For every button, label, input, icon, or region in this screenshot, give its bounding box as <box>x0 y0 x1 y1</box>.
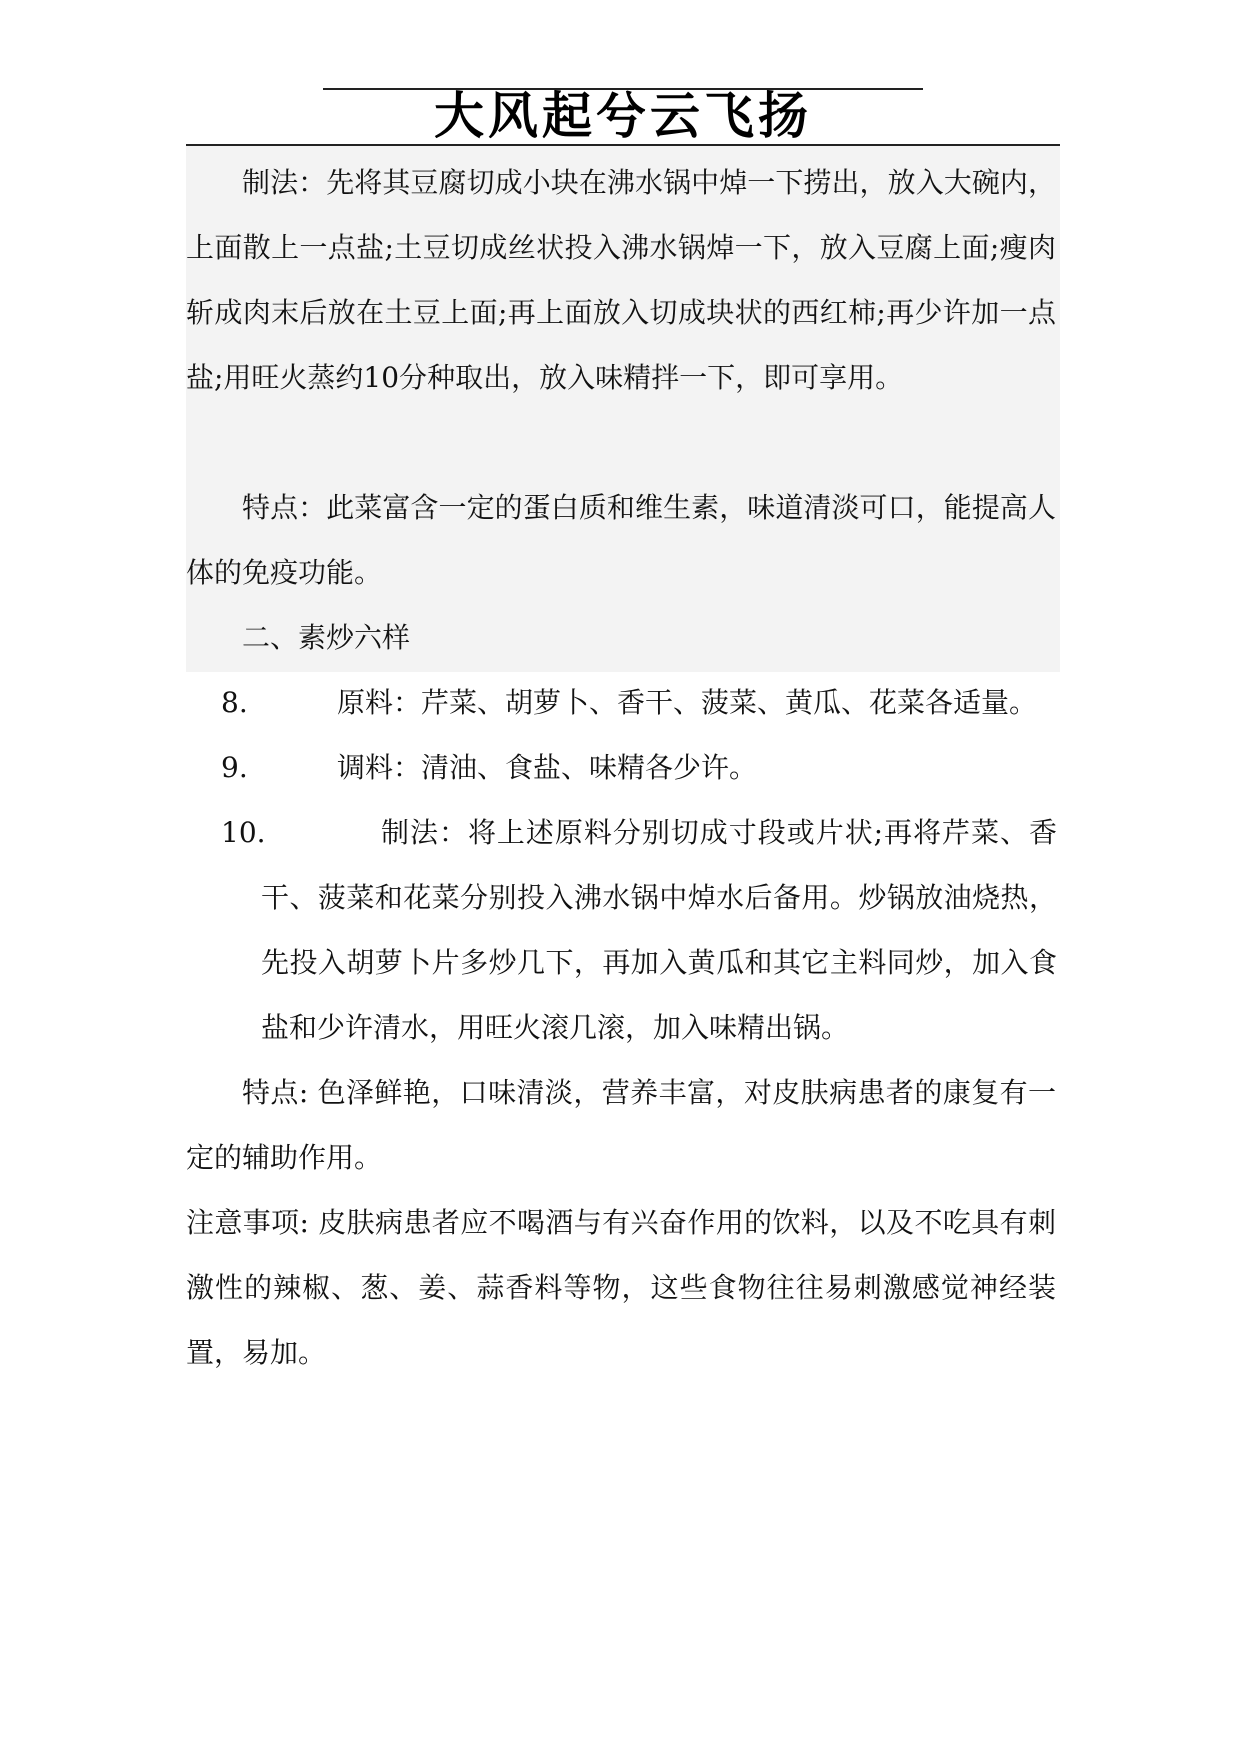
paragraph-feature-vegetables: 特点: 色泽鲜艳，口味清淡，营养丰富，对皮肤病患者的康复有一定的辅助作用。 <box>186 1076 1056 1174</box>
list-item-method-vegetables: 制法：将上述原料分别切成寸段或片状;再将芹菜、香干、菠菜和花菜分别投入沸水锅中焯水后备用。炒锅放油烧热，先投入胡萝卜片多炒几下，再加入黄瓜和其它主料同炒，加入食盐和少许清水，用旺火滚几滚，加入味精出锅。 <box>261 816 1057 1044</box>
paragraph-notes: 注意事项: 皮肤病患者应不喝酒与有兴奋作用的饮料，以及不吃具有刺激性的辣椒、葱、姜、蒜香料等物，这些食物往往易刺激感觉神经装置，易加。 <box>186 1206 1056 1369</box>
list-number: 8. <box>221 686 248 719</box>
section-heading-vegetables: 二、素炒六样 <box>242 621 411 654</box>
list-item-ingredients: 原料：芹菜、胡萝卜、香干、菠菜、黄瓜、花菜各适量。 <box>337 686 1038 719</box>
list-number: 10. <box>221 816 266 849</box>
list-item-seasoning: 调料：清油、食盐、味精各少许。 <box>337 751 758 784</box>
list-number: 9. <box>221 751 248 784</box>
paragraph-feature-tofu: 特点：此菜富含一定的蛋白质和维生素，味道清淡可口，能提高人体的免疫功能。 <box>186 491 1056 589</box>
paragraph-method-tofu: 制法：先将其豆腐切成小块在沸水锅中焯一下捞出，放入大碗内，上面散上一点盐;土豆切成丝状投入沸水锅焯一下，放入豆腐上面;瘦肉斩成肉末后放在土豆上面;再上面放入切成块状的西红柿;再少许加一点盐;用旺火蒸约10分种取出，放入味精拌一下，即可享用。 <box>186 166 1056 394</box>
header-title: 大风起兮云飞扬 <box>434 87 812 145</box>
